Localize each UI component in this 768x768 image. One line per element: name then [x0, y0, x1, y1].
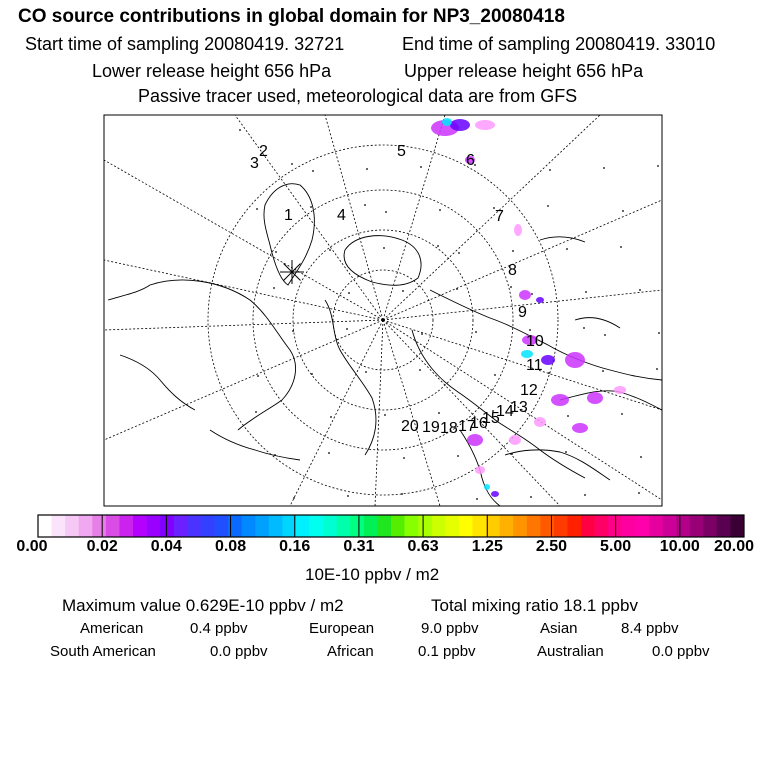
colorbar-cell [323, 515, 337, 537]
trajectory-marker: 7 [495, 208, 504, 225]
region-value: 0.0 ppbv [652, 643, 710, 660]
colorbar-tick-label: 0.63 [407, 538, 439, 555]
region-name: Asian [540, 620, 578, 637]
start-time-label: Start time of sampling 20080419. 32721 [25, 34, 345, 54]
colorbar-cell [160, 515, 174, 537]
colorbar-cell [635, 515, 649, 537]
colorbar-cell [703, 515, 717, 537]
region-value: 8.4 ppbv [621, 620, 679, 637]
trajectory-marker: 19 [422, 419, 440, 436]
lower-release-label: Lower release height 656 hPa [92, 61, 332, 81]
trajectory-marker: 8 [508, 262, 517, 279]
colorbar-tick-label: 0.31 [343, 538, 375, 555]
colorbar-cells [38, 515, 744, 537]
colorbar-cell [282, 515, 296, 537]
colorbar-tick-label: 0.04 [150, 538, 182, 555]
region-name: American [80, 620, 144, 637]
colorbar-cell [215, 515, 229, 537]
colorbar-tick-label: 0.00 [16, 538, 48, 555]
trajectory-marker: 5 [397, 143, 406, 160]
colorbar-cell [445, 515, 459, 537]
colorbar-cell [554, 515, 568, 537]
colorbar-cell [119, 515, 133, 537]
trajectory-marker: 20 [401, 418, 419, 435]
colorbar-cell [500, 515, 514, 537]
colorbar-tick-label: 20.00 [713, 538, 755, 555]
upper-release-label: Upper release height 656 hPa [404, 61, 644, 81]
region-value: 0.1 ppbv [418, 643, 476, 660]
colorbar-cell [663, 515, 677, 537]
trajectory-marker: 10 [526, 333, 544, 350]
colorbar-cell [595, 515, 609, 537]
end-time-label: End time of sampling 20080419. 33010 [402, 34, 716, 54]
trajectory-marker: 1 [284, 207, 293, 224]
region-name: African [327, 643, 374, 660]
colorbar-tick-label: 10.00 [659, 538, 700, 555]
trajectory-marker: 6 [466, 152, 475, 169]
colorbar-cell [459, 515, 473, 537]
colorbar-cell [717, 515, 731, 537]
colorbar-cell [432, 515, 446, 537]
region-name: European [309, 620, 375, 637]
colorbar-cell [540, 515, 554, 537]
colorbar-cell [296, 515, 310, 537]
colorbar-tick-label: 0.02 [86, 538, 118, 555]
colorbar-cell [38, 515, 52, 537]
trajectory-marker: 3 [250, 155, 259, 172]
colorbar-cell [147, 515, 161, 537]
region-name: South American [50, 643, 156, 660]
trajectory-marker: 13 [510, 399, 528, 416]
trajectory-marker: 16 [470, 415, 488, 432]
colorbar-cell [676, 515, 690, 537]
colorbar-cell [187, 515, 201, 537]
colorbar-cell [690, 515, 704, 537]
colorbar-tick-label: 1.25 [471, 538, 503, 555]
colorbar-cell [174, 515, 188, 537]
page-title: CO source contributions in global domain for NP3_20080418 [18, 6, 565, 27]
colorbar-cell [377, 515, 391, 537]
colorbar-cell [242, 515, 256, 537]
region-name: Australian [537, 643, 604, 660]
colorbar-cell [350, 515, 364, 537]
colorbar-cell [472, 515, 486, 537]
colorbar-cell [418, 515, 432, 537]
trajectory-marker: 14 [496, 403, 514, 420]
colorbar-tick-label: 0.16 [279, 538, 311, 555]
trajectory-marker: 2 [259, 143, 268, 160]
colorbar-cell [486, 515, 500, 537]
colorbar-cell [52, 515, 66, 537]
region-value: 9.0 ppbv [421, 620, 479, 637]
region-value: 0.0 ppbv [210, 643, 268, 660]
colorbar-cell [106, 515, 120, 537]
colorbar-cell [513, 515, 527, 537]
colorbar-cell [269, 515, 283, 537]
colorbar-cell [337, 515, 351, 537]
total-mixing-ratio: Total mixing ratio 18.1 ppbv [431, 596, 638, 615]
colorbar-tick-label: 2.50 [535, 538, 568, 555]
trajectory-marker: 4 [337, 207, 346, 224]
colorbar-cell [133, 515, 147, 537]
colorbar-cell [527, 515, 541, 537]
trajectory-marker: 18 [440, 420, 458, 437]
colorbar-cell [201, 515, 215, 537]
tracer-note: Passive tracer used, meteorological data are from GFS [138, 86, 578, 106]
maximum-value: Maximum value 0.629E-10 ppbv / m2 [62, 596, 344, 615]
colorbar-cell [568, 515, 582, 537]
colorbar-cell [649, 515, 663, 537]
colorbar-cell [79, 515, 93, 537]
colorbar-cell [65, 515, 79, 537]
colorbar-cell [310, 515, 324, 537]
colorbar-cell [622, 515, 636, 537]
colorbar-cell [92, 515, 106, 537]
trajectory-marker: 15 [482, 410, 500, 427]
colorbar-cell [391, 515, 405, 537]
colorbar-tick-label: 5.00 [600, 538, 632, 555]
region-value: 0.4 ppbv [190, 620, 248, 637]
colorbar-tick-label: 0.08 [214, 538, 247, 555]
colorbar-cell [255, 515, 269, 537]
colorbar-units: 10E-10 ppbv / m2 [305, 565, 440, 584]
colorbar-cell [364, 515, 378, 537]
trajectory-marker: 12 [520, 382, 538, 399]
colorbar-cell [581, 515, 595, 537]
colorbar-cell [405, 515, 419, 537]
trajectory-marker: 11 [526, 357, 543, 374]
trajectory-marker: 9 [518, 304, 527, 321]
trajectory-marker: 17 [458, 418, 476, 435]
colorbar-cell [730, 515, 744, 537]
